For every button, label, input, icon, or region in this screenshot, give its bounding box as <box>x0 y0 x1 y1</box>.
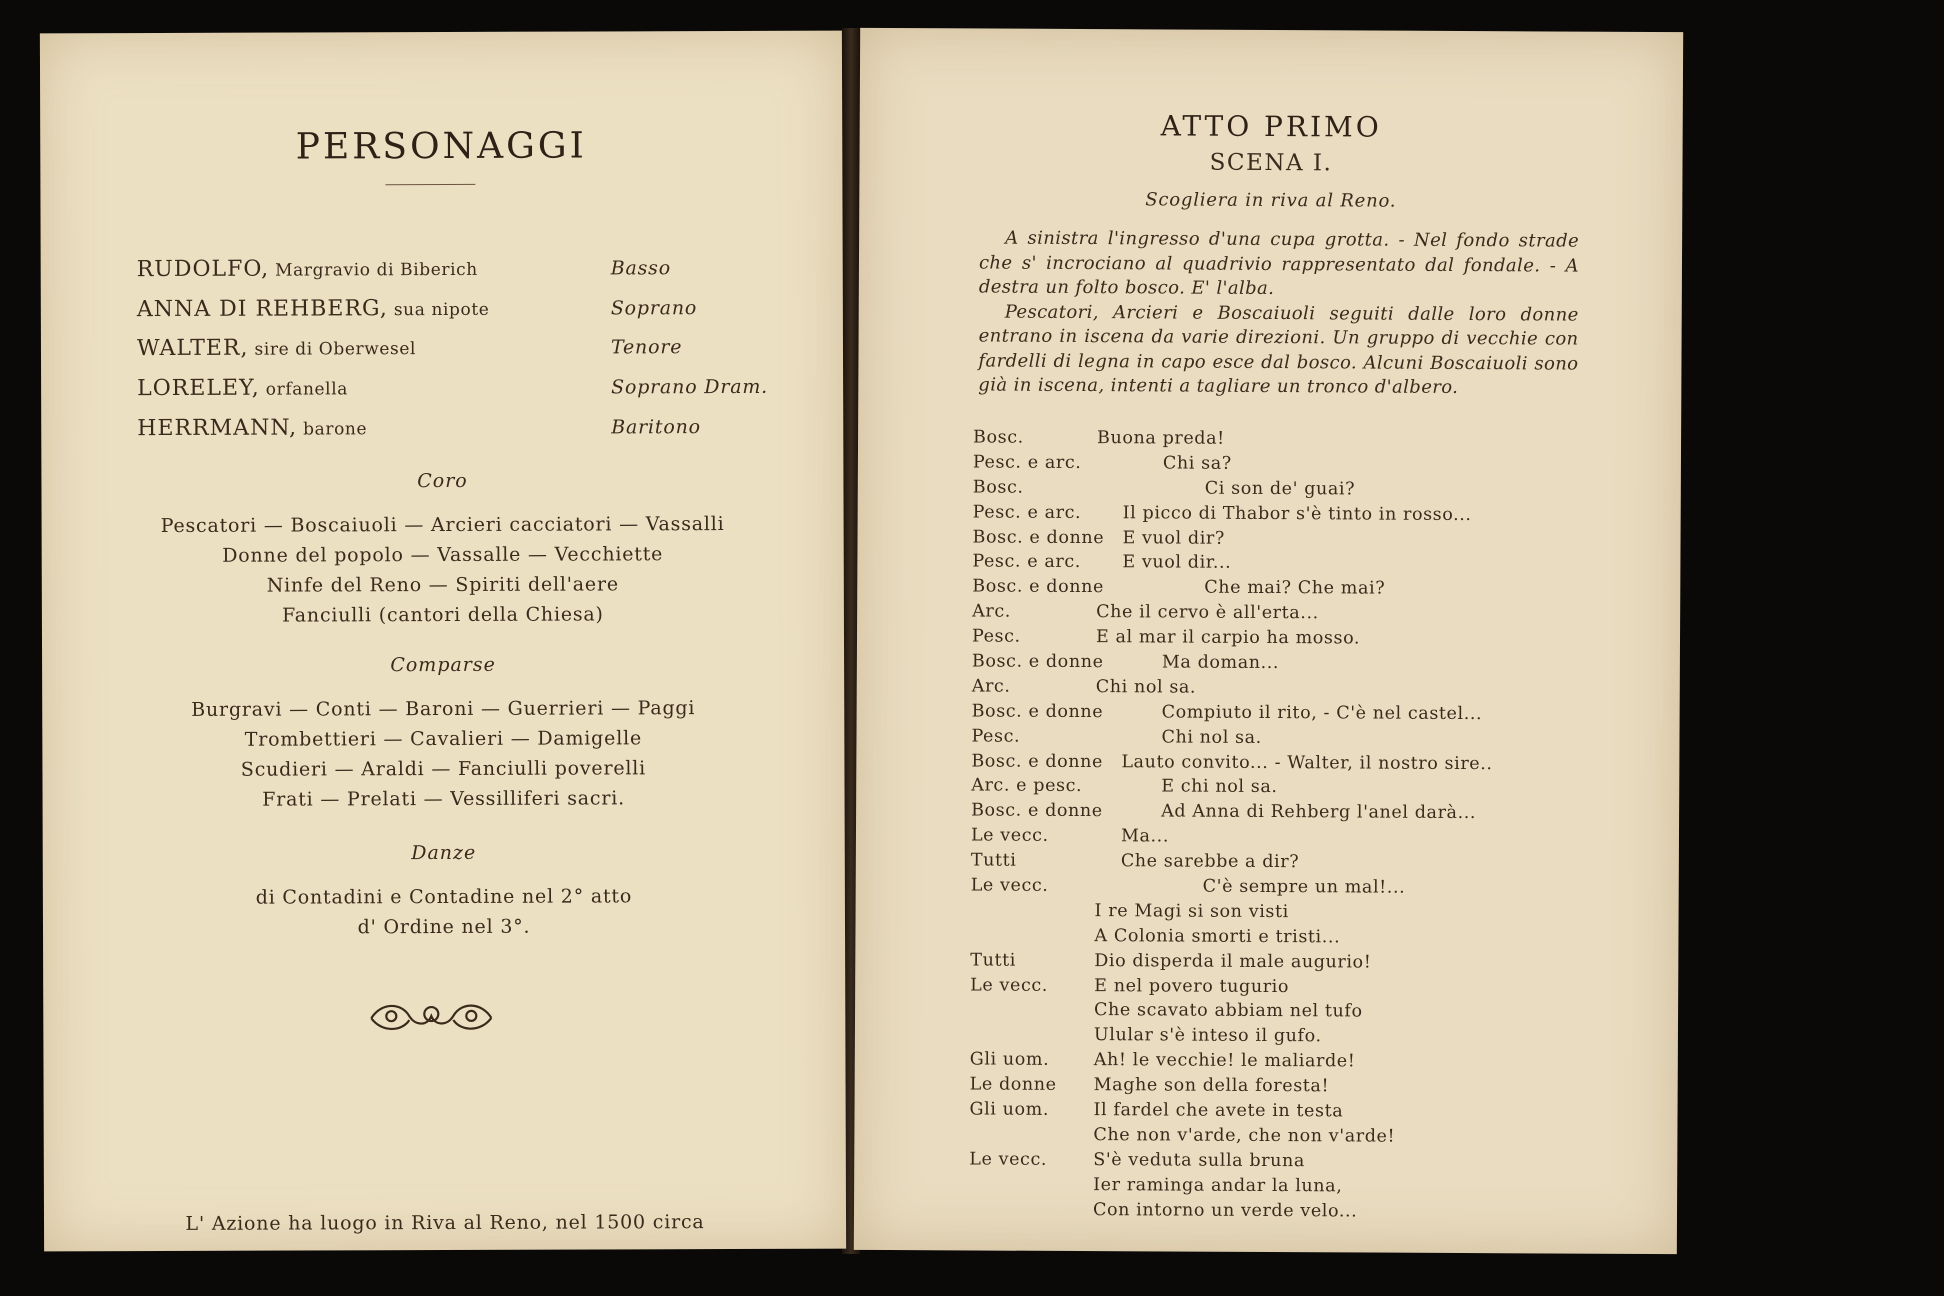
dialogue-line <box>973 502 1613 530</box>
dialogue-text: Maghe son della foresta! <box>1093 1075 1330 1097</box>
danze-line: d' Ordine nel 3°. <box>357 915 531 939</box>
dialogue-line <box>972 577 1612 605</box>
dialogue-line <box>970 925 1610 953</box>
character-name: HERRMANN, <box>137 415 298 442</box>
dialogue-line <box>971 726 1611 754</box>
dialogue-line <box>969 1199 1609 1227</box>
voice-type: Baritono <box>611 416 701 439</box>
dialogue-text: C'è sempre un mal!... <box>1202 876 1406 898</box>
dialogue-text: S'è veduta sulla bruna <box>1093 1149 1305 1172</box>
dialogue-line <box>973 452 1613 480</box>
dialogue-text: E vuol dir? <box>1122 527 1225 549</box>
comparse-section <box>42 653 845 816</box>
dialogue-text: I re Magi si son visti <box>1094 901 1289 923</box>
speaker-label: Arc. e pesc. <box>971 775 1083 797</box>
character-name: LORELEY, <box>137 375 260 402</box>
character-description: orfanella <box>259 379 348 400</box>
dialogue-line <box>972 627 1612 655</box>
dialogue-line <box>970 975 1610 1003</box>
dialogue-line <box>973 427 1613 455</box>
comparse-line: Burgravi — Conti — Baroni — Guerrieri — Paggi <box>191 697 696 721</box>
speaker-label: Arc. <box>971 676 1011 697</box>
coro-line: Pescatori — Boscaiuoli — Arcieri cacciatori — Vassalli <box>160 513 725 537</box>
dialogue-text: Ma doman... <box>1161 652 1280 674</box>
dialogue-line <box>972 552 1612 580</box>
speaker-label: Arc. <box>972 601 1011 622</box>
dialogue-text: Che mai? Che mai? <box>1204 578 1386 599</box>
dialogue-text: Ci son de' guai? <box>1204 478 1356 500</box>
speaker-label: Le vecc. <box>970 875 1049 896</box>
dialogue-line <box>971 875 1611 903</box>
scene-setting: Scogliera in riva al Reno. <box>1145 189 1397 212</box>
dialogue-text: E vuol dir... <box>1122 552 1232 574</box>
speaker-label: Pesc. <box>971 726 1021 747</box>
dialogue-line <box>971 801 1611 829</box>
dialogue-text: Chi sa? <box>1162 453 1232 474</box>
character-name: RUDOLFO, <box>136 256 270 283</box>
coro-line: Ninfe del Reno — Spiriti dell'aere <box>266 573 619 597</box>
dialogue-line <box>970 1075 1610 1103</box>
dialogue-text: E al mar il carpio ha mosso. <box>1095 627 1361 649</box>
page-title: PERSONAGGI <box>295 125 587 168</box>
character-description: sire di Oberwesel <box>248 339 417 360</box>
comparse-line: Scudieri — Araldi — Fanciulli poverelli <box>240 757 647 781</box>
dialogue-line <box>969 1124 1609 1152</box>
cast-row <box>136 296 698 329</box>
speaker-label: Bosc. e donne <box>971 651 1104 673</box>
comparse-line: Frati — Prelati — Vessilliferi sacri. <box>262 787 625 811</box>
dialogue-text: Che sarebbe a dir? <box>1120 851 1300 873</box>
dialogue-line <box>971 776 1611 804</box>
speaker-label: Gli uom. <box>969 1099 1050 1120</box>
stage-directions <box>978 226 1579 401</box>
dialogue-line <box>969 1149 1609 1177</box>
voice-type: Soprano <box>610 297 698 320</box>
dialogue-text: Che non v'arde, che non v'arde! <box>1093 1125 1396 1147</box>
dialogue-text: Ulular s'è inteso il gufo. <box>1093 1025 1322 1047</box>
dialogue-line <box>969 1099 1609 1127</box>
cast-row <box>137 415 701 448</box>
dialogue-line <box>971 826 1611 854</box>
stage-direction-paragraph: A sinistra l'ingresso d'una cupa grotta. - Nel fondo strade che s' incrociano al quadrivio rappresentato dal fondale. - A destra un folto bosco. E' l'alba. <box>978 227 1580 300</box>
speaker-label: Bosc. e donne <box>971 701 1104 722</box>
dialogue-text: Ah! le vecchie! le maliarde! <box>1093 1050 1356 1072</box>
dialogue-text: Il fardel che avete in testa <box>1093 1100 1344 1122</box>
dialogue-line <box>970 1025 1610 1053</box>
danze-section <box>43 841 845 944</box>
dialogue-line <box>971 751 1611 779</box>
speaker-label: Le vecc. <box>970 825 1049 847</box>
dialogue-line <box>972 676 1612 704</box>
dialogue-line <box>972 602 1612 630</box>
act-title: ATTO PRIMO <box>1160 109 1382 144</box>
speaker-label: Pesc. e arc. <box>972 452 1082 473</box>
speaker-label: Gli uom. <box>969 1049 1050 1071</box>
speaker-label: Pesc. e arc. <box>972 502 1082 523</box>
danze-line: di Contadini e Contadine nel 2° atto <box>255 885 633 909</box>
dialogue-text: Con intorno un verde velo... <box>1092 1199 1358 1222</box>
speaker-label: Bosc. e donne <box>972 576 1105 598</box>
speaker-label: Tutti <box>970 850 1017 871</box>
cast-row <box>136 335 683 368</box>
speaker-label: Bosc. e donne <box>971 751 1104 772</box>
stage-direction-paragraph: Pescatori, Arcieri e Boscaiuoli seguiti dalle loro donne entrano in iscena da varie direzioni. Un gruppo di vecchie con fardelli di legna in capo esce dal bosco. Alcuni Boscaiuoli sono già in iscena, intenti a tagliare un tronco d'albero. <box>978 301 1579 398</box>
comparse-line: Trombettieri — Cavalieri — Damigelle <box>244 727 643 751</box>
dialogue-line <box>970 950 1610 978</box>
comparse-heading: Comparse <box>390 653 496 677</box>
dialogue-line <box>971 851 1611 879</box>
speaker-label: Bosc. e donne <box>972 527 1105 548</box>
dialogue-block <box>969 427 1613 1227</box>
voice-type: Tenore <box>610 336 683 359</box>
dialogue-text: Che il cervo è all'erta... <box>1096 602 1319 624</box>
character-description: sua nipote <box>387 299 490 321</box>
speaker-label: Le donne <box>969 1074 1057 1096</box>
dialogue-text: Lauto convito... - Walter, il nostro sire.. <box>1121 751 1493 774</box>
character-description: barone <box>297 419 368 440</box>
coro-line: Fanciulli (cantori della Chiesa) <box>282 603 604 627</box>
dialogue-line <box>971 900 1611 928</box>
speaker-label: Le vecc. <box>969 1149 1048 1170</box>
dialogue-line <box>972 701 1612 729</box>
setting-footnote: L' Azione ha luogo in Riva al Reno, nel 1500 circa <box>185 1211 705 1235</box>
dialogue-text: Buona preda! <box>1097 428 1225 449</box>
dialogue-line <box>970 1050 1610 1078</box>
dialogue-line <box>970 1000 1610 1028</box>
right-page <box>854 28 1683 1254</box>
dialogue-line <box>969 1174 1609 1202</box>
voice-type: Soprano Dram. <box>611 375 768 399</box>
dialogue-text: Chi nol sa. <box>1161 727 1262 748</box>
dialogue-text: Dio disperda il male augurio! <box>1094 950 1372 973</box>
dialogue-text: Chi nol sa. <box>1095 677 1197 698</box>
coro-heading: Coro <box>417 469 468 493</box>
speaker-label: Pesc. <box>971 626 1021 647</box>
voice-type: Basso <box>610 257 671 280</box>
dialogue-line <box>972 527 1612 555</box>
dialogue-text: A Colonia smorti e tristi... <box>1094 925 1341 948</box>
speaker-label: Bosc. <box>973 427 1024 448</box>
dialogue-text: Che scavato abbiam nel tufo <box>1094 1000 1363 1022</box>
scene-title: SCENA I. <box>1209 149 1333 177</box>
title-rule <box>385 184 475 185</box>
coro-section <box>41 469 844 632</box>
left-page <box>40 31 846 1252</box>
dialogue-text: Ma... <box>1120 826 1170 847</box>
cast-row <box>137 375 768 408</box>
dialogue-text: Compiuto il rito, - C'è nel castel... <box>1161 702 1483 724</box>
danze-heading: Danze <box>411 841 477 865</box>
speaker-label: Le vecc. <box>970 975 1048 996</box>
dialogue-text: Ier raminga andar la luna, <box>1093 1174 1343 1197</box>
dialogue-text: E nel povero tugurio <box>1094 975 1290 997</box>
speaker-label: Bosc. e donne <box>971 800 1103 822</box>
dialogue-text: E chi nol sa. <box>1161 776 1278 798</box>
dialogue-line <box>973 477 1613 505</box>
character-name: WALTER, <box>136 335 249 362</box>
dialogue-line <box>972 651 1612 679</box>
dialogue-text: Ad Anna di Rehberg l'anel darà... <box>1161 801 1477 824</box>
speaker-label: Tutti <box>970 950 1016 971</box>
speaker-label: Pesc. e arc. <box>972 551 1082 573</box>
speaker-label: Bosc. <box>972 477 1024 498</box>
character-name: ANNA DI REHBERG, <box>136 296 388 323</box>
ornament-icon <box>361 992 501 1040</box>
cast-row <box>136 256 671 289</box>
character-description: Margravio di Biberich <box>269 259 478 281</box>
dialogue-text: Il picco di Thabor s'è tinto in rosso... <box>1122 502 1472 525</box>
coro-line: Donne del popolo — Vassalle — Vecchiette <box>222 543 664 567</box>
